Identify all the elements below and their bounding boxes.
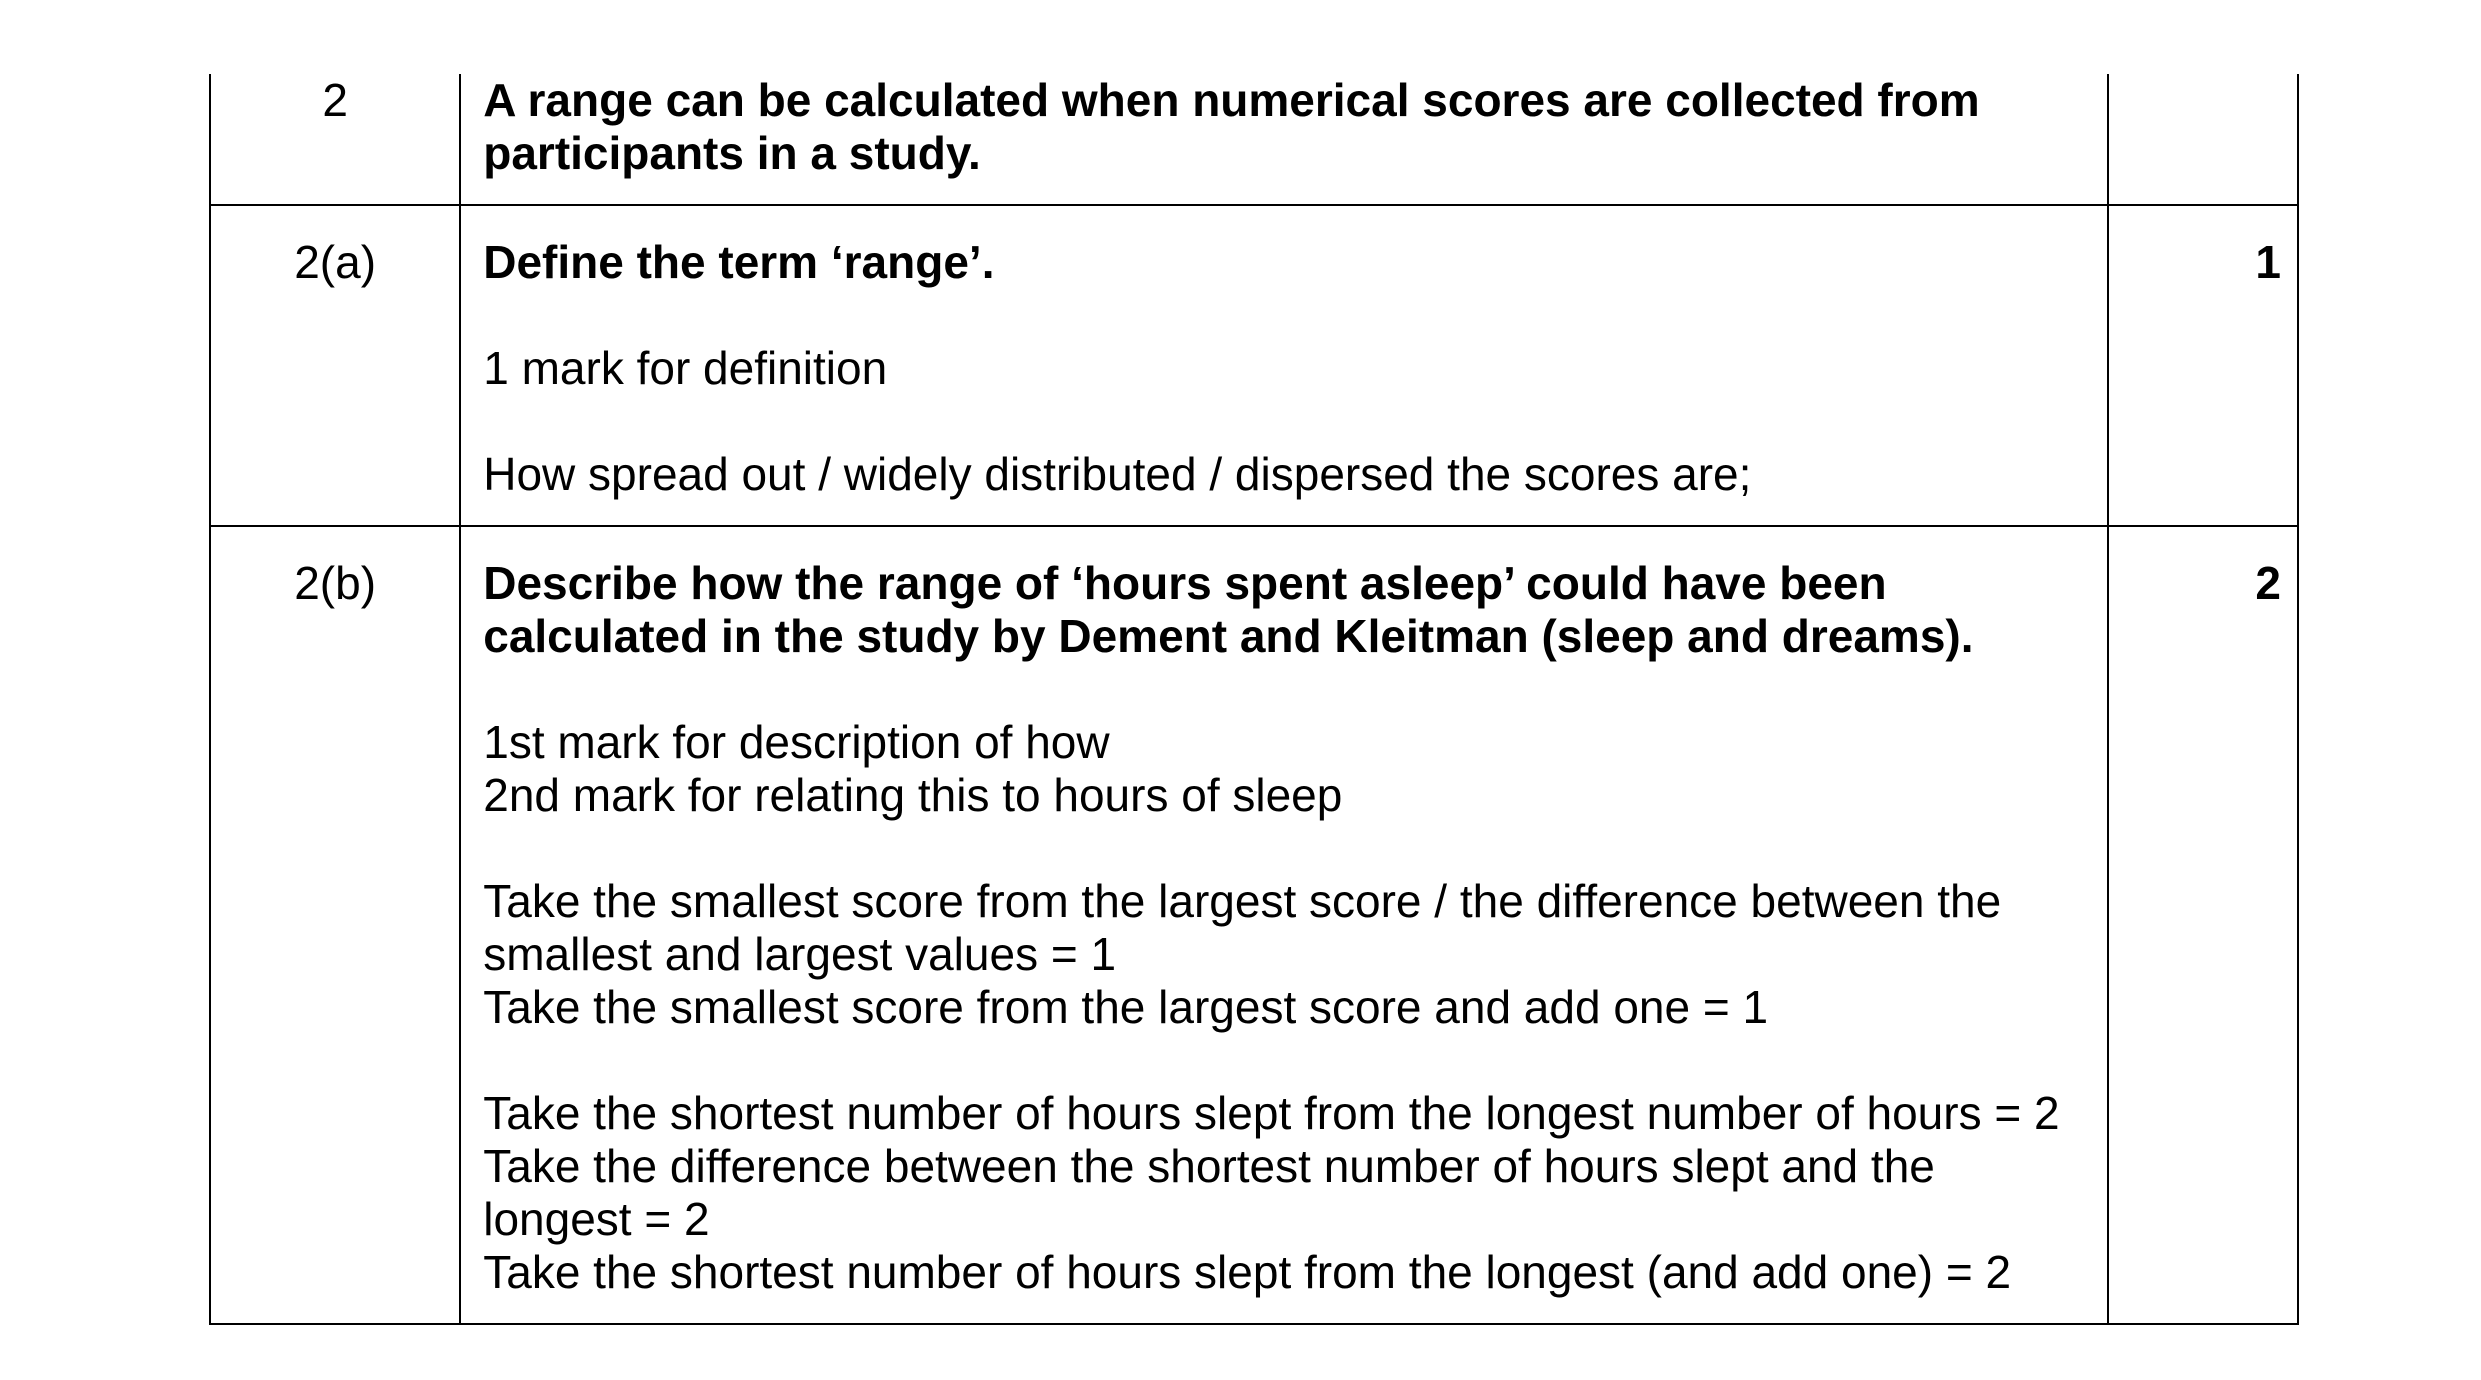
answer-cell bbox=[460, 205, 2108, 526]
answer-line: longest = 2 bbox=[483, 1193, 710, 1245]
marks-value: 2 bbox=[2108, 526, 2298, 1324]
answer-line: Take the shortest number of hours slept from the longest number of hours = 2 bbox=[483, 1087, 2060, 1139]
answer-cell bbox=[460, 74, 2108, 205]
marks-value: 1 bbox=[2108, 205, 2298, 526]
question-number: 2 bbox=[210, 74, 460, 205]
prompt-line: participants in a study. bbox=[483, 127, 981, 179]
marks-value bbox=[2108, 74, 2298, 205]
indicative-answers-group-1 bbox=[483, 875, 2087, 1034]
guidance-line: 1 mark for definition bbox=[483, 342, 888, 394]
marking-guidance bbox=[483, 716, 2087, 822]
answer-line: How spread out / widely distributed / dispersed the scores are; bbox=[483, 448, 1752, 500]
prompt-line: Describe how the range of ‘hours spent asleep’ could have been bbox=[483, 557, 1887, 609]
table-row-question-2 bbox=[210, 74, 2298, 205]
table-row-question-2a bbox=[210, 205, 2298, 526]
answer-line: Take the shortest number of hours slept from the longest (and add one) = 2 bbox=[483, 1246, 2012, 1298]
indicative-answers bbox=[483, 448, 2087, 501]
prompt-line: Define the term ‘range’. bbox=[483, 236, 995, 288]
answer-line: Take the difference between the shortest number of hours slept and the bbox=[483, 1140, 1935, 1192]
mark-scheme-table bbox=[209, 74, 2299, 1325]
answer-line: Take the smallest score from the largest score and add one = 1 bbox=[483, 981, 1769, 1033]
answer-line: smallest and largest values = 1 bbox=[483, 928, 1117, 980]
question-prompt bbox=[483, 74, 2087, 180]
answer-cell bbox=[460, 526, 2108, 1324]
indicative-answers-group-2 bbox=[483, 1087, 2087, 1299]
question-number: 2(b) bbox=[210, 526, 460, 1324]
question-prompt bbox=[483, 236, 2087, 289]
marking-guidance bbox=[483, 342, 2087, 395]
prompt-line: calculated in the study by Dement and Kleitman (sleep and dreams). bbox=[483, 610, 1974, 662]
question-prompt bbox=[483, 557, 2087, 663]
prompt-line: A range can be calculated when numerical scores are collected from bbox=[483, 74, 1980, 126]
answer-line: Take the smallest score from the largest score / the difference between the bbox=[483, 875, 2002, 927]
question-number: 2(a) bbox=[210, 205, 460, 526]
guidance-line: 2nd mark for relating this to hours of sleep bbox=[483, 769, 1343, 821]
table-row-question-2b bbox=[210, 526, 2298, 1324]
guidance-line: 1st mark for description of how bbox=[483, 716, 1110, 768]
